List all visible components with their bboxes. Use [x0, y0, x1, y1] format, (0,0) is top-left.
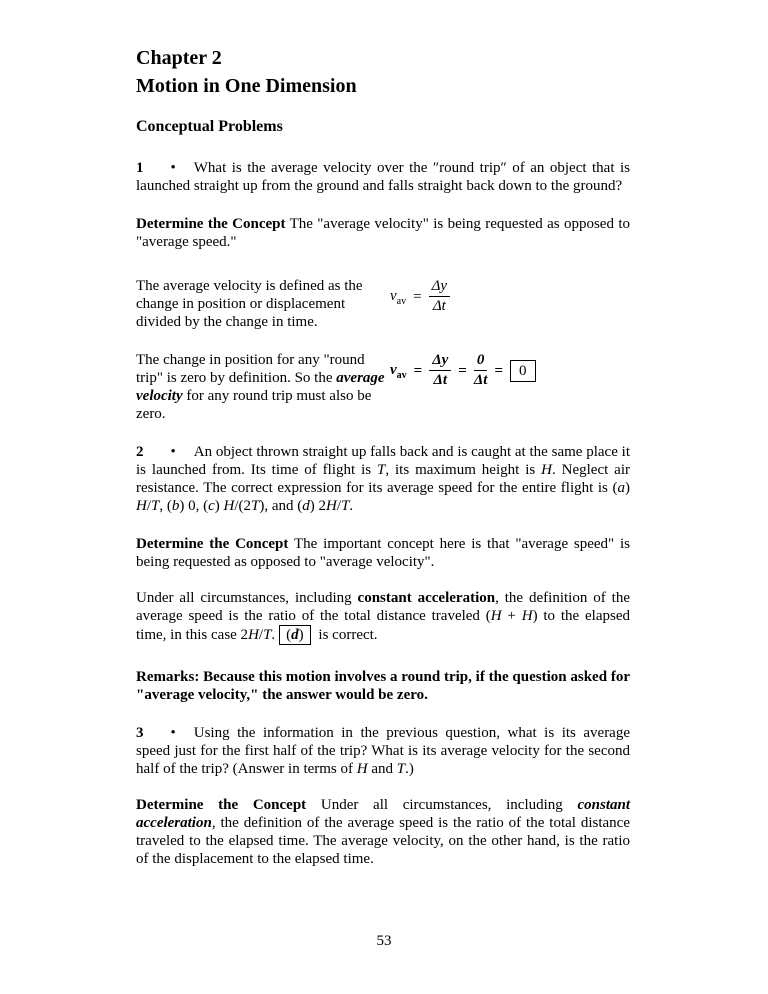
fraction-numerator: Δy [429, 278, 450, 297]
velocity-variable: v [390, 361, 397, 378]
problem-1-number: 1 [136, 160, 144, 177]
problem-2-question [136, 443, 630, 515]
chapter-title [136, 44, 630, 100]
equals-sign: = [413, 362, 423, 379]
equals-sign: = [494, 362, 503, 379]
boxed-answer-d: (d) [279, 625, 311, 645]
problem-2-concept: Determine the Concept The important concept here is that "average speed" is being requested as opposed to "average velocity". [136, 536, 630, 571]
answer-text-before: Under all circumstances, including constant acceleration, the definition of the average speed is the ratio of the total distance traveled (H + H) to the elapsed time, in this case 2H/T. [136, 590, 630, 644]
problem-3-concept: Determine the Concept Under all circumstances, including constant acceleration, the definition of the average speed is the ratio of the total distance traveled to the elapsed time. The average velocity, on the other hand, is the ratio of the displacement to the elapsed time. [136, 797, 630, 868]
equation-round-trip-zero [390, 352, 536, 390]
fraction-numerator: 0 [474, 352, 488, 371]
fraction-dy-dt [429, 352, 451, 390]
equals-sign: = [458, 362, 467, 379]
problem-2-question-text: An object thrown straight up falls back and is caught at the same place it is launched from. Its time of flight is T, its maximum height is H. Neglect air resistance. The correct expression for its average speed for the entire flight is (a) H/T, (b) 0, (c) H/(2T), and (d) 2H/T. [136, 444, 630, 515]
section-heading: Conceptual Problems [136, 118, 283, 135]
problem-3-question-text: Using the information in the previous question, what is its average speed just for the first half of the trip? What is its average velocity for the second half of the trip? (Answer in terms of H and T.) [136, 725, 630, 778]
boxed-answer-zero: 0 [510, 360, 536, 382]
fraction-zero-dt [474, 352, 488, 390]
page-number: 53 [376, 933, 392, 949]
equation-average-velocity [390, 278, 450, 316]
equals-sign: = [413, 288, 422, 305]
problem-1-question [136, 159, 630, 195]
equation-lhs [390, 287, 406, 307]
answer-text-after: is correct. [314, 627, 378, 644]
fraction-dy-dt [429, 278, 450, 316]
solution-row-2-text: The change in position for any "round trip" is zero by definition. So the average velocity for any round trip must also be zero. [136, 352, 385, 423]
chapter-title-line1: Chapter 2 [136, 47, 222, 69]
problem-2-number: 2 [136, 444, 144, 461]
problem-3-number: 3 [136, 725, 144, 742]
bullet-icon: • [170, 725, 176, 742]
bullet-icon: • [170, 160, 176, 177]
problem-1-concept: Determine the Concept The "average velocity" is being requested as opposed to "average speed." [136, 216, 630, 251]
problem-1-solution-row-1 [136, 277, 630, 331]
problem-2-answer [136, 589, 630, 645]
fraction-denominator: Δt [473, 372, 488, 389]
bullet-icon: • [170, 444, 176, 461]
solution-row-1-equation [390, 277, 450, 316]
problem-3-question [136, 724, 630, 778]
problem-1-question-text: What is the average velocity over the ″round trip″ of an object that is launched straight up from the ground and falls straight back down to the ground? [136, 160, 630, 195]
problem-2-remarks: Remarks: Because this motion involves a round trip, if the question asked for "average velocity," the answer would be zero. [136, 669, 630, 704]
fraction-numerator: Δy [429, 352, 451, 371]
velocity-variable: v [390, 287, 397, 304]
chapter-title-line2: Motion in One Dimension [136, 75, 357, 97]
velocity-subscript: av [396, 369, 407, 381]
solution-row-1-text: The average velocity is defined as the change in position or displacement divided by the change in time. [136, 278, 363, 331]
velocity-subscript: av [396, 295, 407, 307]
solution-row-2-equation [390, 351, 536, 390]
fraction-denominator: Δt [433, 372, 448, 389]
problem-1-solution-row-2 [136, 351, 630, 423]
fraction-denominator: Δt [432, 298, 446, 315]
equation-lhs [390, 361, 407, 381]
